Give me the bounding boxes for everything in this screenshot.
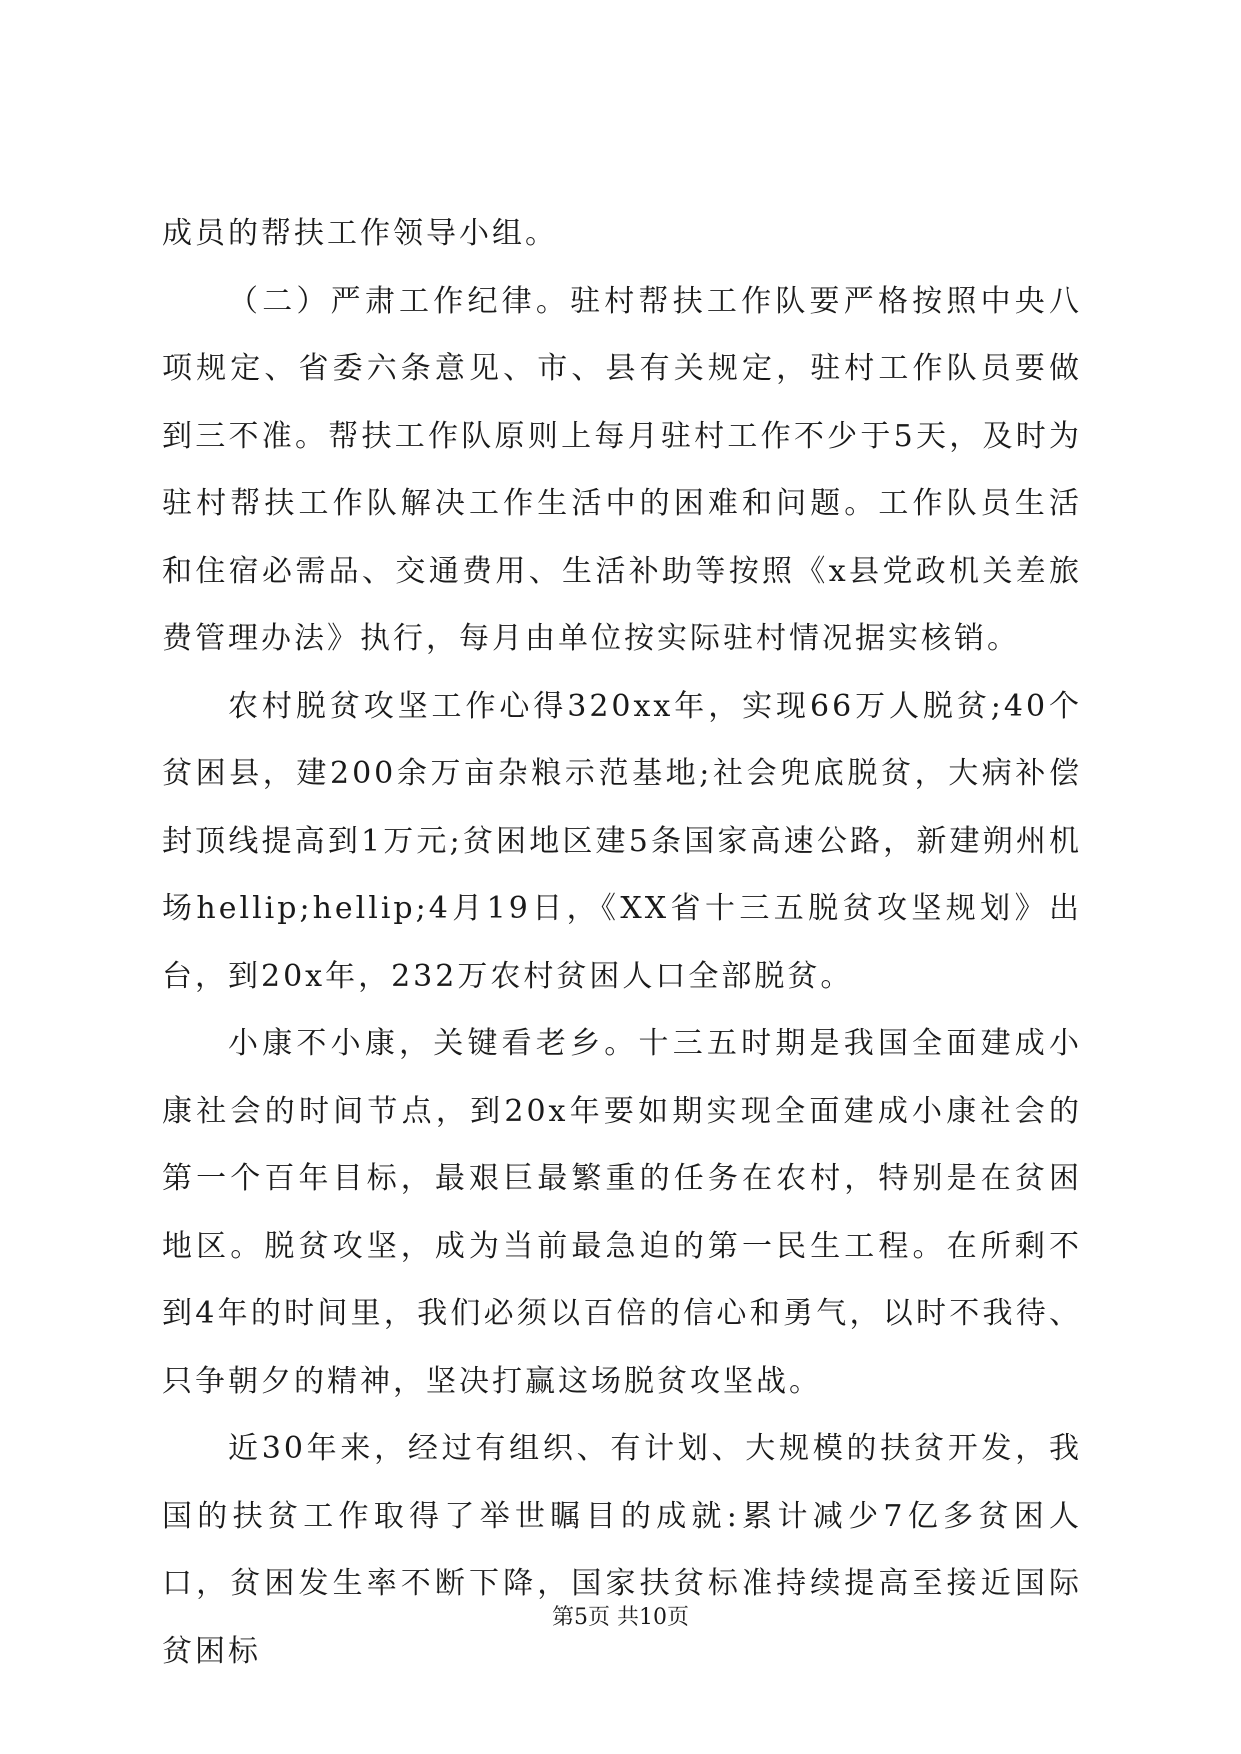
page-number-footer: 第5页 共10页 [552, 1605, 689, 1630]
paragraph-poverty-alleviation-results: 农村脱贫攻坚工作心得320xx年，实现66万人脱贫;40个贫困县，建200余万亩杂粮示范基地;社会兜底脱贫，大病补偿封顶线提高到1万元;贫困地区建5条国家高速公路，新建朔州机场hellip;hellip;4月19日，《XX省十三五脱贫攻坚规划》出台，到20x年，232万农村贫困人口全部脱贫。 [162, 688, 1082, 994]
paragraph-thirty-years: 近30年来，经过有组织、有计划、大规模的扶贫开发，我国的扶贫工作取得了举世瞩目的成就:累计减少7亿多贫困人口，贫困发生率不断下降，国家扶贫标准持续提高至接近国际贫困标 [162, 1431, 1082, 1669]
paragraph-continuation: 成员的帮扶工作领导小组。 [162, 216, 558, 251]
document-body [162, 200, 1082, 1685]
paragraph-xiaokang: 小康不小康，关键看老乡。十三五时期是我国全面建成小康社会的时间节点，到20x年要如期实现全面建成小康社会的第一个百年目标，最艰巨最繁重的任务在农村，特别是在贫困地区。脱贫攻坚，成为当前最急迫的第一民生工程。在所剩不到4年的时间里，我们必须以百倍的信心和勇气，以时不我待、只争朝夕的精神，坚决打赢这场脱贫攻坚战。 [162, 1026, 1082, 1399]
paragraph-work-discipline: （二）严肃工作纪律。驻村帮扶工作队要严格按照中央八项规定、省委六条意见、市、县有关规定，驻村工作队员要做到三不准。帮扶工作队原则上每月驻村工作不少于5天，及时为驻村帮扶工作队解决工作生活中的困难和问题。工作队员生活和住宿必需品、交通费用、生活补助等按照《x县党政机关差旅费管理办法》执行，每月由单位按实际驻村情况据实核销。 [162, 283, 1082, 656]
